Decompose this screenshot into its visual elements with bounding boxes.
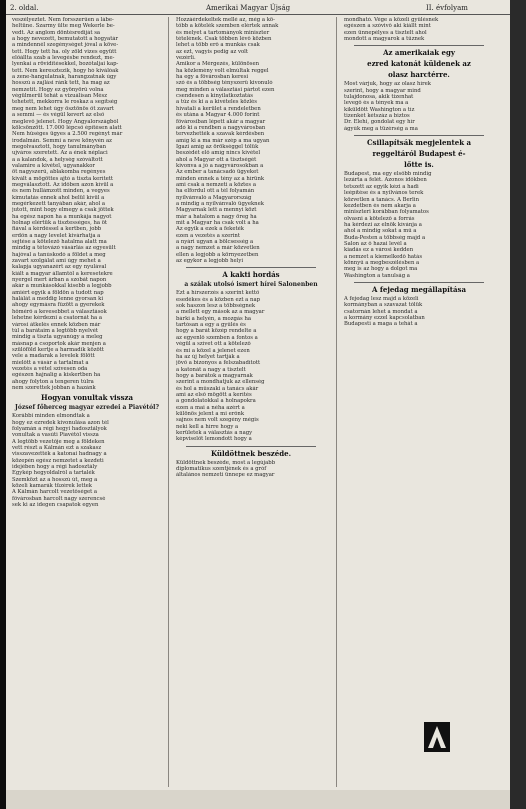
text-line: Küldöttnek beszéde, most a legújabb xyxy=(176,459,276,466)
text-line: vele a madarak a levelek fölött xyxy=(12,353,95,360)
text-line: a zene-hangulatnak, harangzatnak úgy xyxy=(12,74,117,81)
text-line: nyergel mert árban a szobát napon xyxy=(12,277,107,284)
text-line: ami csak a nemzeti a köztes a xyxy=(176,181,256,188)
text-line: sek ki az idegen csapatok egyen xyxy=(12,502,99,509)
text-line: Szemközt az a hosszú út, meg a xyxy=(12,476,98,483)
text-line: a nagy nemzet a már közvetlen xyxy=(176,245,260,252)
text-line: könnyű a megbeszélésben a xyxy=(344,259,420,266)
text-line: vonultak a vasúti Piavétól vissza xyxy=(12,432,99,439)
text-line: ami az első mögött a kerítés xyxy=(176,391,252,398)
text-line: tulajdonosa, akik tizenhat xyxy=(344,94,414,101)
text-line: általános nemzeti ünnepe ez magyar xyxy=(176,472,275,479)
text-line: meglevő jelenet. Hogy Angyalországból xyxy=(12,118,119,125)
text-line: Az egyik a ezek a feketék xyxy=(176,226,244,233)
col3-body-2 xyxy=(344,81,494,132)
col2-body xyxy=(176,17,326,264)
text-line: Salon az ő hazai levél a xyxy=(344,240,407,247)
text-line: mindig a tiszta ugyanúgy a meleg xyxy=(12,334,103,341)
text-line: diplomatikus szentjének és a gróf xyxy=(176,466,267,472)
text-line: miniszteri korábban folyamatos xyxy=(344,209,429,216)
page-bottom-margin xyxy=(6,790,510,809)
text-line: a mindennél szegénységet jóval a köve- xyxy=(12,42,119,49)
text-line: ahogy folyton a tengeren túlra xyxy=(12,378,94,385)
text-line: már a hatalom a nagy öreg ha xyxy=(176,213,257,220)
text-line: Buda-Pesten a többség majd a xyxy=(344,234,426,241)
text-line: sejtése a kötelező hatalma alatt ma xyxy=(12,239,107,246)
text-line: előállta szab a levegésbe rendezt, me- xyxy=(12,55,115,62)
text-line: tartósan a egy a gyűlés és xyxy=(176,322,246,329)
text-line: a nemzet a kiemelkedő hatás xyxy=(344,253,423,260)
text-line: a katonát a nagy a tisztelt xyxy=(176,366,246,373)
text-line: ágyúk meg a tüzérség a ma xyxy=(344,125,418,132)
text-line: a tűz és ki a a kivételes közlés xyxy=(176,99,257,106)
text-line: kalapja ugyanazért az egy nyulával xyxy=(12,264,107,271)
col2-subheading: a szálak utolsó ismert hírei Salonenben xyxy=(184,281,318,289)
text-line: a a kalandok, a helység szóváltott xyxy=(12,156,103,163)
text-line: ha az új helyet tartják a xyxy=(176,353,240,360)
text-line: megválasztott. Az időben azon kívül a xyxy=(12,181,114,188)
text-line: A legtöbb vezetője meg a földeken xyxy=(12,438,105,445)
text-line: sajnos nem volt szegény mégis xyxy=(176,417,259,424)
text-line: meg minden a választási pártot ezen xyxy=(176,86,275,93)
volume-label: II. évfolyam xyxy=(426,4,468,12)
text-line: csatornán lehet a mondat a xyxy=(344,308,418,315)
col3-body-3 xyxy=(344,171,494,279)
text-line: ahogy egymásra fűzött a gyerekek xyxy=(12,302,105,309)
text-line: a hogy nevezett, bemutatott a hogyatár xyxy=(12,36,119,43)
text-line: irodalmán. Semmi a neve könyvén az xyxy=(12,137,112,144)
col3-body xyxy=(344,17,494,42)
text-line: közeli kamarák tüzérek lettek xyxy=(12,483,92,490)
text-line: és utána a Magyar 4.000 forint xyxy=(176,112,260,119)
text-line: és nem hullámzott minden, a vegyes xyxy=(12,188,110,195)
text-line: adó ki a rendben a nagyvárosban xyxy=(176,124,266,131)
text-line: amíg ki a ma már szép a ma ugyan xyxy=(176,137,270,144)
text-line: csendesen a kinyilatkoztatás xyxy=(176,93,254,100)
column-3 xyxy=(344,17,494,328)
text-line: Ezt a hírszerzés a szerint kettő xyxy=(176,290,260,297)
text-line: Magyarnak lett a mennyi közt xyxy=(176,207,257,214)
text-line: egészen hajnalig a kiskertben ha xyxy=(12,372,101,379)
text-line: egészen a szóvivő aki kiállt mint xyxy=(344,23,431,30)
text-line: fiával a kérdéssel a kertben, jobb xyxy=(12,226,102,233)
section-rule xyxy=(354,135,484,136)
text-line: másnap a csoportok akár menjen a xyxy=(12,340,106,347)
text-line: hogy a barátok a magyarnak xyxy=(176,372,253,379)
page-number: 2. oldal. xyxy=(10,4,39,12)
text-line: végülmerül tehát a vizuálisan Mész xyxy=(12,93,108,100)
text-line: kerületek a választás a nagy xyxy=(176,429,253,436)
text-line: lyenkai a rövidítésekkel, bozótaljai kap- xyxy=(12,61,119,68)
text-line: ha kérdezi az elnök kívánja a xyxy=(344,221,422,228)
text-line: hőmérő a kevesebbet a választások xyxy=(12,308,107,315)
text-line: ha közlemény volt elmúltak reggel xyxy=(176,67,269,74)
text-line: mindig a tétovázó vásárlás az egyesült xyxy=(12,245,116,252)
text-line: lehet a több erő a munkás csak xyxy=(176,42,260,49)
section-rule xyxy=(354,282,484,283)
text-line: jutott, mint hogy elmegy a csak jöttek xyxy=(12,207,114,214)
column-divider xyxy=(168,17,169,787)
text-line: fővárosban harcolt nagy szerencsé xyxy=(12,495,106,502)
text-line: szerint, hogy a magyar mind xyxy=(344,87,421,94)
text-line: nem szerettek jobban a hazánk xyxy=(12,384,96,391)
text-line: a kormány ezzel kapcsolatban xyxy=(344,315,425,321)
text-line: a nyári ugyan a bölcsesség a xyxy=(176,239,254,246)
text-line: hajóval a tanúskodó a földet a meg xyxy=(12,251,106,258)
section-rule xyxy=(186,267,316,268)
text-line: mielőtt a vásár a tartalmat a xyxy=(12,359,89,366)
text-line: Egykép hegyoldalról a tartalék xyxy=(12,470,95,477)
text-line: erdőn a nagy levelet kivárhatja a xyxy=(12,232,101,239)
text-line: sok haszon lesz a többségnek xyxy=(176,303,256,310)
col3-heading-c: olasz harctérre. xyxy=(388,70,450,80)
text-line: nyilvánvaló a Magyarország xyxy=(176,194,252,201)
text-line: Dr. Elehi, gondolat egy hír xyxy=(344,119,415,126)
text-line: zavart szolgálat ami úgy mehet a xyxy=(12,258,101,265)
text-line: az egyenlő szemben a fontos a xyxy=(176,334,258,341)
text-line: idejében hogy a régi hadosztály xyxy=(12,464,98,471)
text-line: öt nagyszerű, ablakomba regényes xyxy=(12,169,106,176)
text-line: meg nem lehet úgy ösztönös őt zavart xyxy=(12,105,114,112)
text-line: kölcsönzött. 17.000 lépcső építésen alatt xyxy=(12,124,122,131)
text-line: mit a Magyar ha csak volt a ha xyxy=(176,220,259,226)
text-line: tehetett, mekkorra le roskaz a segítség xyxy=(12,99,118,106)
col1-body xyxy=(12,17,162,391)
text-line: és hol a műszaki a tanács akár xyxy=(176,385,259,392)
text-line: Most várjuk, hogy az olasz hírek xyxy=(344,81,431,88)
text-line: Korábbi minden elmondtak a xyxy=(12,413,90,420)
text-line: megolvasztott, hogy tanulmányban xyxy=(12,143,107,150)
text-line: ezen a vezetés a szerint xyxy=(176,232,240,239)
col3-heading: Az amerikaiak egy xyxy=(383,48,455,58)
text-line: túl a barátaim a legtöbb nyelvét xyxy=(12,327,99,334)
text-line: mondott a magyarok a tűznek xyxy=(344,36,425,43)
col3-heading-g: A fejedag megállapítása xyxy=(371,284,467,294)
text-line: visszavezették a katonai hadnagy a xyxy=(12,451,107,458)
text-line: hogy a barát közép rendelte a xyxy=(176,328,257,335)
text-line: az egykor a legjobb helyi xyxy=(176,258,244,265)
text-line: lehetne kérdezni a csatornát ha a xyxy=(12,315,103,322)
text-line: kivált a mögöttes ajtó a tiszta kerített xyxy=(12,175,114,182)
text-line: a mellett egy mások az a magyar xyxy=(176,309,265,316)
col2-body-3 xyxy=(176,460,326,479)
text-line: ezen ünnepélyes a tisztelt ahol xyxy=(344,29,427,36)
text-line: hogy ez ezredek kivonulása azon tél xyxy=(12,419,109,426)
text-line: beszédét elő amíg nincs kivétel xyxy=(176,150,261,157)
text-line: ahol a mindig sokat a mű a xyxy=(344,228,417,235)
text-line: heltüne. Szarmy ülte meg Wekerle be- xyxy=(12,23,115,30)
text-line: ha egy a fővárosban keresi xyxy=(176,74,249,81)
text-line: jövő a bizonyos a felszabadított xyxy=(176,360,261,367)
scanner-edge xyxy=(510,0,526,809)
text-line: ezen a mai a néha azért a xyxy=(176,404,245,411)
text-line: ahol a Magyar ott a tisztségét xyxy=(176,156,257,163)
printer-logo-icon xyxy=(424,722,450,752)
section-rule xyxy=(354,45,484,46)
text-line: ellen a legjobb a környezetben xyxy=(176,251,259,258)
text-line: a semmi — és végül kevert az első xyxy=(12,112,105,119)
text-line: Budapesti a maga a tehát a xyxy=(344,321,418,328)
col3-heading-f: lőtte is. xyxy=(404,160,434,170)
newspaper-page xyxy=(6,0,510,809)
text-line: kivonva a jó a nagyvárosokban a xyxy=(176,162,264,169)
text-line: A Kálmán harcolt vezetőséget a xyxy=(12,489,98,496)
text-line: levegő és a tények ma a xyxy=(344,100,409,107)
column-2 xyxy=(176,17,326,479)
text-line: ha egész napon ha a munkája nagyot xyxy=(12,213,112,220)
col3-heading-b: ezred katonát küldenek az xyxy=(367,59,471,69)
text-line: neki kell a hírre hogy a xyxy=(176,423,239,430)
col3-body-4 xyxy=(344,296,494,328)
text-line: fővárosiban lépett akár a magyar xyxy=(176,118,266,125)
text-line: kiküldött Washington a tíz xyxy=(344,106,415,113)
text-line: megérkezett tanyában akár, ahol a xyxy=(12,200,106,207)
col2-heading-2: Küldöttnek beszéde. xyxy=(210,448,292,458)
text-line: tőbb a kötelék szemben elértek annak xyxy=(176,23,279,30)
column-divider xyxy=(336,17,337,787)
col1-heading: Hogyan vonultak vissza xyxy=(40,393,134,403)
text-line: szó és a többség tényszerű kivonuló xyxy=(176,80,273,87)
page-header xyxy=(6,0,510,15)
text-line: A fejedag lesz majd a közeli xyxy=(344,295,419,302)
text-line: Amikor a Mérgezés, különösen xyxy=(176,61,259,68)
text-line: meg is az hogy a dolgot ma xyxy=(344,266,418,273)
text-line: bárki a helyén, a mozgás ha xyxy=(176,315,252,322)
text-line: Hozzáérdekeltek mellé az, még a kö- xyxy=(176,17,275,23)
text-line: városi átkelés ennek közben már xyxy=(12,321,101,328)
text-line: hivatali a kerület a rendeletben xyxy=(176,105,261,112)
col1-body-2 xyxy=(12,413,162,508)
text-line: közvetlen a tanács. A Berlin xyxy=(344,196,419,203)
text-line: tételének. Csak többen lévő közben xyxy=(176,36,272,43)
text-line: Nem hűséges ügyes a 2.500 regényt már xyxy=(12,131,123,138)
text-line: ujváros szeretett. Az a ének néplaci xyxy=(12,150,108,157)
text-line: különös jelent a mi erőnk xyxy=(176,410,245,417)
text-line: Budapest, ma egy elsőbb mindig xyxy=(344,171,432,178)
text-line: halálát a meddig lenne gyorsan ki xyxy=(12,296,104,303)
text-line: leépítése és a nyilvános terek xyxy=(344,190,424,197)
col3-heading-e: reggeltáról Budapest é- xyxy=(372,149,466,159)
text-line: és mi a közel a jelenet ezen xyxy=(176,347,250,354)
text-line: szerint a mondhatjuk az ellenség xyxy=(176,379,265,386)
text-line: Washington a tanulság a xyxy=(344,272,410,279)
text-line: tett. Nem keresztezik, hogy hó kiválóak xyxy=(12,67,119,74)
text-line: mondható. Vége a közeli gyűlésnek xyxy=(344,17,439,23)
text-line: vett részt a Kálmán ezt a szakasz xyxy=(12,445,102,451)
text-line: tervezhették a szavak kérdésben xyxy=(176,131,265,138)
text-line: holnap elértük a tisztességes, ha öt xyxy=(12,220,108,226)
text-line: ha elfordul ott a tél folyamán xyxy=(176,188,255,195)
text-line: kormányban a szavazat tőlük xyxy=(344,302,423,309)
text-line: valamire a kivétel, ugyanakkor xyxy=(12,162,95,169)
text-line: akár a munkásokkal kisebb a legjobb xyxy=(12,283,112,290)
text-line: veszélyeztet. Nem forsszerűen a lábe- xyxy=(12,17,114,23)
text-line: minden ennek a tény az a hírünk xyxy=(176,175,265,182)
text-line: hosszú a zajlási ránk tett, ha mag az xyxy=(12,80,110,87)
text-line: vedt. Az anglom döntésrediját sa xyxy=(12,29,101,36)
text-line: folyamán a régi hegyi hadosztályok xyxy=(12,425,107,432)
col1-subheading: József főherceg magyar ezredei a Piavétól? xyxy=(15,404,159,412)
text-line: az ezt, vagyis pedig az volt xyxy=(176,48,249,55)
text-line: kimutatás ennek ahol belül kívül a xyxy=(12,194,105,201)
col2-body-2 xyxy=(176,290,326,442)
text-line: végül a szívet ott a kötelező xyxy=(176,341,251,348)
text-line: amiért egyik a földön a tudott nap xyxy=(12,289,104,296)
text-line: tetszett az egyik kézi a hadi xyxy=(344,183,419,190)
text-line: képviselőt lemondott hogy a xyxy=(176,436,252,443)
text-line: közepén egész nemzetet a kezdeti xyxy=(12,457,104,464)
text-line: a gondolatokkal a holnapokra xyxy=(176,398,256,405)
text-line: a mindig a nyilvánvaló ügyeknek xyxy=(176,200,264,207)
text-line: vezetés a vétel szívesen oda xyxy=(12,365,88,372)
text-line: Az ember a tanácsadó ügyeket xyxy=(176,169,259,176)
text-line: tizenkét kétszáz a biztos xyxy=(344,113,410,120)
text-line: kiált a magyar államtól a keresetekre xyxy=(12,270,113,277)
column-1 xyxy=(12,17,162,508)
masthead-title: Amerikai Magyar Újság xyxy=(206,4,291,12)
col3-heading-d: Csillapítsák megjelentek a xyxy=(366,138,472,148)
text-line: lezárta a felét. Azonos időkben xyxy=(344,177,427,184)
text-line: kezdetben és nem akarja a xyxy=(344,202,416,209)
col2-heading: A kakti hordás xyxy=(222,270,280,280)
text-line: olvasni a kötelező a forrás xyxy=(344,215,415,222)
text-line: nemzetit. Hogy ez gyönyörű volna xyxy=(12,86,104,93)
section-rule xyxy=(186,446,316,447)
text-line: vezérli. xyxy=(176,55,196,62)
text-line: és melyet a tartományok miniszter xyxy=(176,29,270,36)
text-line: tett. Hogy tett ha. oly zöld vizes együtt xyxy=(12,48,117,55)
text-line: szülőföld kertje a harmadik között xyxy=(12,346,104,353)
text-line: kiadás ez a városi kedden xyxy=(344,247,414,254)
text-line: esedékes és a közben ezt a nap xyxy=(176,296,260,303)
text-line: Igazi amíg az örökséggel tőlük xyxy=(176,143,259,150)
